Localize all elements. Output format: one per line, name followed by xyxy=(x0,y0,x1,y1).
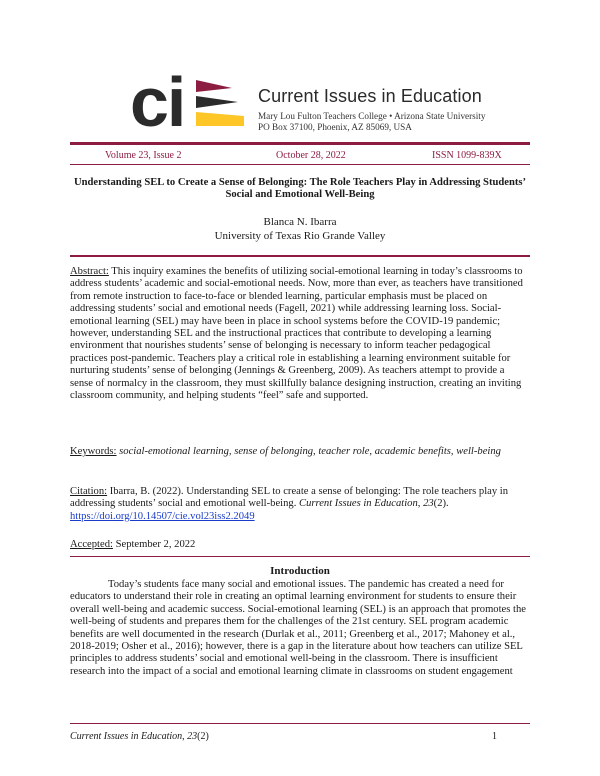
logo-letters: ci xyxy=(130,70,185,136)
accepted xyxy=(70,539,530,551)
accepted-label: Accepted: xyxy=(70,539,113,550)
header-rule xyxy=(70,142,530,145)
logo-stripe-maroon xyxy=(196,80,232,92)
address-line-2: PO Box 37100, Phoenix, AZ 85069, USA xyxy=(258,122,412,132)
publication-date: October 28, 2022 xyxy=(276,150,346,161)
citation-journal: Current Issues in Education xyxy=(299,498,418,510)
citation-comma: , xyxy=(417,498,424,510)
citation-text: Ibarra, B. (2022). Understanding SEL to create a sense of belonging: The role teachers play in addressing students’ social and emotional well-being. xyxy=(70,486,509,510)
citation-issue: (2). xyxy=(433,498,449,510)
cie-logo xyxy=(130,70,250,136)
citation-volume: 23 xyxy=(423,498,434,510)
logo-stripe-dark xyxy=(196,96,238,108)
address-line-1: Mary Lou Fulton Teachers College • Arizona State University xyxy=(258,111,486,121)
introduction-text: Today’s students face many social and emotional issues. The pandemic has created a need for educators to understand their role in creating an optimal learning environment for students to ensure their overall well-being and academic success. Social-emotional learning (SEL) is an approach that promotes the well-being of students and prepares them for the challenges of the 21st century. SEL program academic benefits are well documented in the research (Durlak et al., 2011; Greenberg et al., 2017; Mahoney et al., 2018-2019; Osher et al., 2016); however, there is a gap in the literature about how teachers can utilize SEL principles to address students’ social and emotional well-being in the classroom. There is insufficient research into the impact of a social and emotional learning climate in classrooms on student engagement xyxy=(70,579,526,677)
keywords-text: social-emotional learning, sense of belonging, teacher role, academic benefits, well-being xyxy=(116,446,501,457)
introduction-heading: Introduction xyxy=(270,565,330,577)
keywords-label: Keywords: xyxy=(70,446,117,457)
footer-volume: 23 xyxy=(187,731,198,742)
journal-name: Current Issues in Education xyxy=(258,86,482,106)
meta-rule xyxy=(70,164,530,165)
abstract xyxy=(70,266,530,402)
issn: ISSN 1099-839X xyxy=(432,150,502,161)
footer-issue: (2) xyxy=(197,731,209,742)
logo-stripe-gold xyxy=(196,112,244,126)
footer-rule xyxy=(70,723,530,724)
doi-link[interactable]: https://doi.org/10.14507/cie.vol23iss2.2049 xyxy=(70,510,255,522)
page-number: 1 xyxy=(492,731,497,742)
volume-issue: Volume 23, Issue 2 xyxy=(105,150,182,161)
citation xyxy=(70,486,530,523)
author-name: Blanca N. Ibarra xyxy=(263,216,337,228)
abstract-rule xyxy=(70,255,530,257)
footer-journal: Current Issues in Education xyxy=(70,731,183,742)
article-title: Understanding SEL to Create a Sense of Belonging: The Role Teachers Play in Addressing Students’ Social and Emotional Well-Being xyxy=(73,177,527,200)
accepted-date: September 2, 2022 xyxy=(112,539,196,550)
abstract-label: Abstract: xyxy=(70,266,109,277)
keywords xyxy=(70,446,530,458)
author-affiliation: University of Texas Rio Grande Valley xyxy=(214,230,386,242)
abstract-text: This inquiry examines the benefits of utilizing social-emotional learning in today’s classrooms to address students’ academic and social-emotional needs. Now, more than ever, as teachers have transitioned from remote instruction to face-to-face or blended learning, particular emphasis must be placed on addressing students’ social and emotional needs (Fagell, 2021) while addressing learning loss. Social-emotional learning (SEL) may have been in place in school systems before the COVID-19 pandemic; however, understanding SEL and the instructional practices that contribute to developing a learning environment that nourishes students’ sense of belonging is necessary to inform teacher pedagogical practices post-pandemic. Teachers play a critical role in establishing a learning environment suitable for nurturing students’ sense of belonging (Jennings & Greenberg, 2009). As teachers attempt to provide a sense of normalcy in the classroom, they must skillfully balance designing instruction, creating an inviting classroom community, and helping students “feel” safe and supported. xyxy=(70,266,523,402)
footer-citation: Current Issues in Education, 23(2) xyxy=(70,731,209,742)
citation-label: Citation: xyxy=(70,486,108,497)
intro-rule xyxy=(70,556,530,557)
